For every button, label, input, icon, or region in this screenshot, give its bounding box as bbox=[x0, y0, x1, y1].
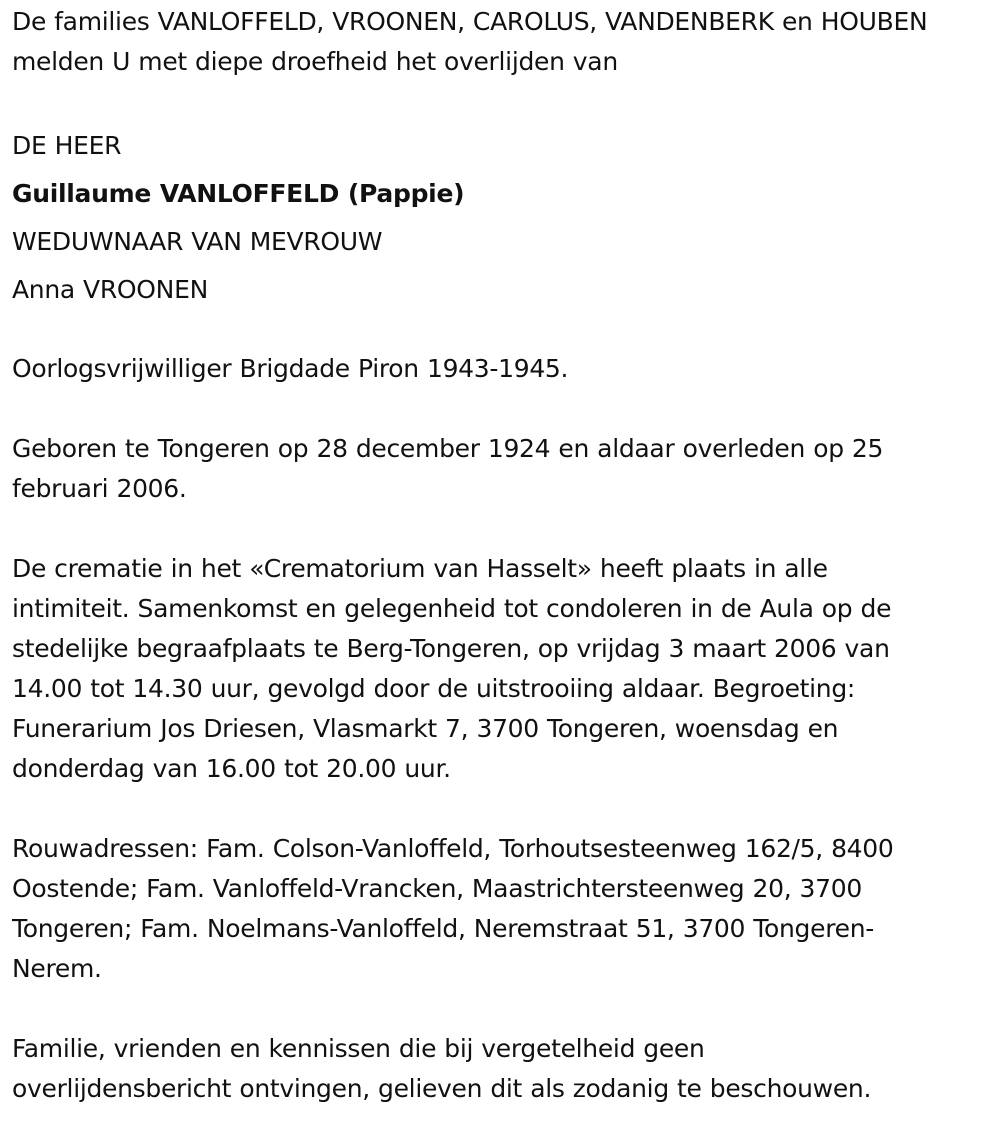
intro-paragraph bbox=[12, 2, 992, 82]
address-line: Tongeren; Fam. Noelmans-Vanloffeld, Neremstraat 51, 3700 Tongeren- bbox=[12, 914, 874, 943]
deceased-title: DE HEER bbox=[12, 131, 122, 160]
addresses-paragraph bbox=[12, 829, 992, 989]
closing-paragraph bbox=[12, 1029, 992, 1109]
address-line: Rouwadressen: Fam. Colson-Vanloffeld, Torhoutsesteenweg 162/5, 8400 bbox=[12, 834, 894, 863]
ceremony-line: donderdag van 16.00 tot 20.00 uur. bbox=[12, 754, 451, 783]
intro-line: De families VANLOFFELD, VROONEN, CAROLUS, VANDENBERK en HOUBEN bbox=[12, 7, 928, 36]
war-service-paragraph bbox=[12, 349, 992, 389]
ceremony-line: De crematie in het «Crematorium van Hasselt» heeft plaats in alle bbox=[12, 554, 828, 583]
address-line: Oostende; Fam. Vanloffeld-Vrancken, Maastrichtersteenweg 20, 3700 bbox=[12, 874, 862, 903]
spouse-name: Anna VROONEN bbox=[12, 275, 208, 304]
closing-line: Familie, vrienden en kennissen die bij vergetelheid geen bbox=[12, 1034, 705, 1063]
ceremony-line: intimiteit. Samenkomst en gelegenheid tot condoleren in de Aula op de bbox=[12, 594, 892, 623]
birth-death-line: februari 2006. bbox=[12, 474, 187, 503]
closing-line: overlijdensbericht ontvingen, gelieven dit als zodanig te beschouwen. bbox=[12, 1074, 872, 1103]
intro-line: melden U met diepe droefheid het overlijden van bbox=[12, 47, 618, 76]
ceremony-line: stedelijke begraafplaats te Berg-Tongeren, op vrijdag 3 maart 2006 van bbox=[12, 634, 890, 663]
deceased-name: Guillaume VANLOFFELD (Pappie) bbox=[12, 179, 465, 208]
widower-status: WEDUWNAAR VAN MEVROUW bbox=[12, 227, 383, 256]
ceremony-line: Funerarium Jos Driesen, Vlasmarkt 7, 3700 Tongeren, woensdag en bbox=[12, 714, 839, 743]
ceremony-line: 14.00 tot 14.30 uur, gevolgd door de uitstrooiing aldaar. Begroeting: bbox=[12, 674, 856, 703]
war-service-line: Oorlogsvrijwilliger Brigdade Piron 1943-1945. bbox=[12, 354, 569, 383]
birth-death-line: Geboren te Tongeren op 28 december 1924 en aldaar overleden op 25 bbox=[12, 434, 884, 463]
birth-death-paragraph bbox=[12, 429, 992, 509]
address-line: Nerem. bbox=[12, 954, 102, 983]
ceremony-paragraph bbox=[12, 549, 992, 789]
